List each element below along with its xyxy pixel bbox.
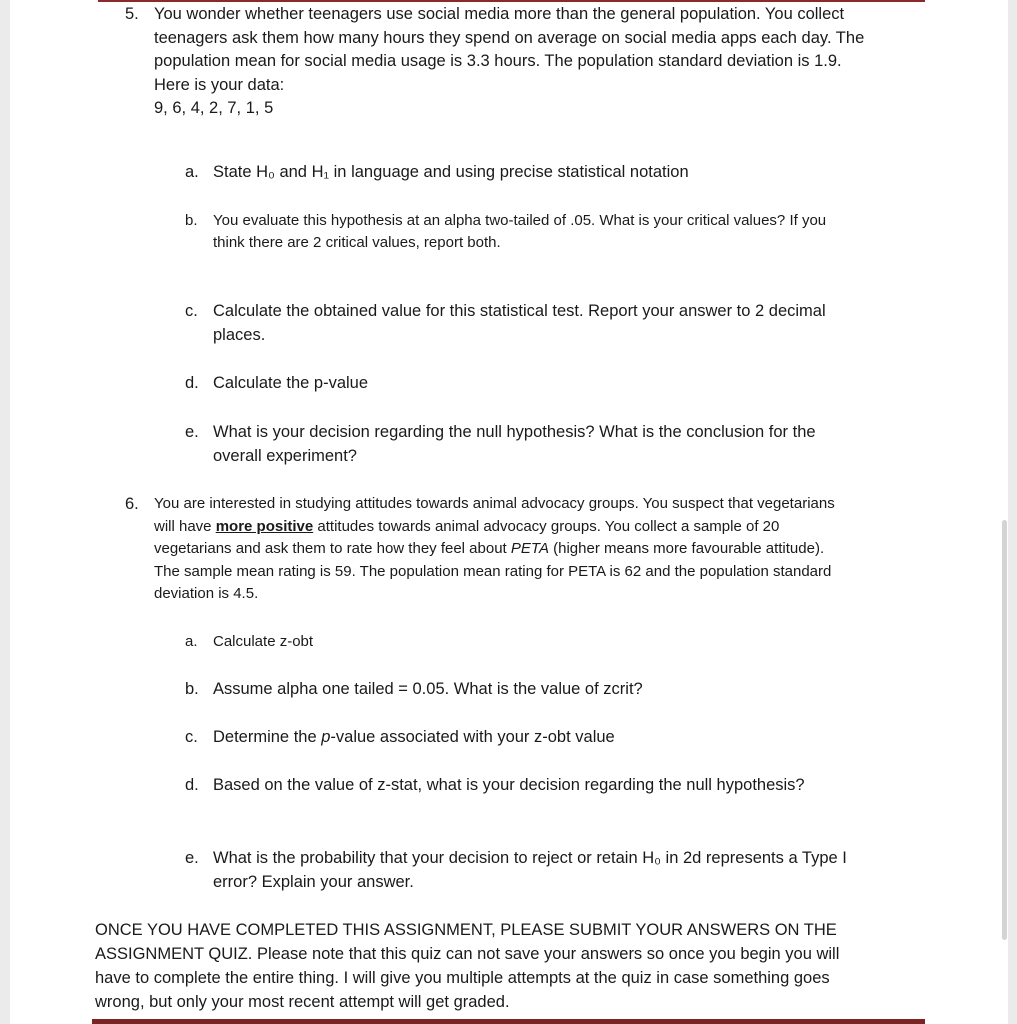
q5-part-b: b. You evaluate this hypothesis at an alpha two-tailed of .05. What is your critical values? If you think there are 2 critical values, report both. xyxy=(213,210,913,254)
question-line: will have more positive attitudes towards animal advocacy groups. You collect a sample of 20 xyxy=(154,517,780,535)
part-text: Calculate the p-value xyxy=(213,374,369,392)
part-text: Calculate z-obt xyxy=(213,633,314,650)
instruction-line: ONCE YOU HAVE COMPLETED THIS ASSIGNMENT, PLEASE SUBMIT YOUR ANSWERS ON THE xyxy=(95,921,837,939)
question-line: vegetarians and ask them to rate how they feel about PETA (higher means more favourable attitude). xyxy=(154,540,825,557)
q5-part-c: c. Calculate the obtained value for this statistical test. Report your answer to 2 decimal places. xyxy=(213,300,913,347)
instruction-line: have to complete the entire thing. I will give you multiple attempts at the quiz in case something goes xyxy=(95,969,830,987)
instruction-line: wrong, but only your most recent attempt will get graded. xyxy=(95,993,510,1011)
part-text: Based on the value of z-stat, what is your decision regarding the null hypothesis? xyxy=(213,776,805,794)
q5-part-d: d. Calculate the p-value xyxy=(185,374,369,392)
q6-part-e: e. What is the probability that your decision to reject or retain H₀ in 2d represents a Type I error? Explain your answer. xyxy=(213,847,933,894)
question-line: You are interested in studying attitudes towards animal advocacy groups. You suspect that vegetarians xyxy=(154,495,835,512)
scrollbar[interactable] xyxy=(1002,520,1007,940)
part-text: What is the probability that your decision to reject or retain H₀ in 2d represents a Type I xyxy=(213,849,847,867)
instruction-line: ASSIGNMENT QUIZ. Please note that this quiz can not save your answers so once you begin you will xyxy=(95,945,840,963)
part-text: places. xyxy=(213,325,266,344)
part-text: Assume alpha one tailed = 0.05. What is the value of zcrit? xyxy=(213,680,643,698)
question-number: 6. xyxy=(125,495,139,513)
part-text: State H₀ and H₁ in language and using precise statistical notation xyxy=(213,163,689,181)
question-line: You wonder whether teenagers use social media more than the general population. You collect xyxy=(154,5,845,23)
bottom-rule xyxy=(92,1019,925,1024)
question-line: deviation is 4.5. xyxy=(154,585,259,602)
question-line: teenagers ask them how many hours they spend on average on social media apps each day. The xyxy=(154,28,865,47)
q6-part-c: c. Determine the p-value associated with your z-obt value xyxy=(185,728,615,746)
question-5 xyxy=(125,3,934,121)
question-line: population mean for social media usage is 3.3 hours. The population standard deviation is 1.9. xyxy=(154,52,842,70)
top-rule xyxy=(98,0,925,2)
emphasis-text: PETA xyxy=(510,540,549,557)
q6-part-b: b. Assume alpha one tailed = 0.05. What is the value of zcrit? xyxy=(185,680,643,698)
part-text: You evaluate this hypothesis at an alpha two-tailed of .05. What is your critical values? If you xyxy=(213,212,827,229)
part-text: think there are 2 critical values, report both. xyxy=(213,234,501,251)
q6-part-d: d. Based on the value of z-stat, what is your decision regarding the null hypothesis? xyxy=(185,776,805,794)
part-text: What is your decision regarding the null hypothesis? What is the conclusion for the xyxy=(213,423,816,441)
q5-part-e: e. What is your decision regarding the null hypothesis? What is the conclusion for the overall experiment? xyxy=(213,421,913,468)
question-line: The sample mean rating is 59. The population mean rating for PETA is 62 and the population standard xyxy=(154,562,832,580)
question-6 xyxy=(125,493,934,606)
part-text: Calculate the obtained value for this statistical test. Report your answer to 2 decimal xyxy=(213,302,826,320)
question-number: 5. xyxy=(125,5,139,23)
part-text: Determine the p-value associated with your z-obt value xyxy=(213,728,615,746)
q5-part-a: a. State H₀ and H₁ in language and using precise statistical notation xyxy=(185,163,689,181)
emphasis-text: more positive xyxy=(215,517,314,535)
submission-instructions xyxy=(95,918,925,1014)
question-line: Here is your data: xyxy=(154,75,285,94)
q6-part-a: a. Calculate z-obt xyxy=(185,633,314,650)
part-text: error? Explain your answer. xyxy=(213,872,414,891)
data-values: 9, 6, 4, 2, 7, 1, 5 xyxy=(154,99,274,117)
part-text: overall experiment? xyxy=(213,446,357,465)
